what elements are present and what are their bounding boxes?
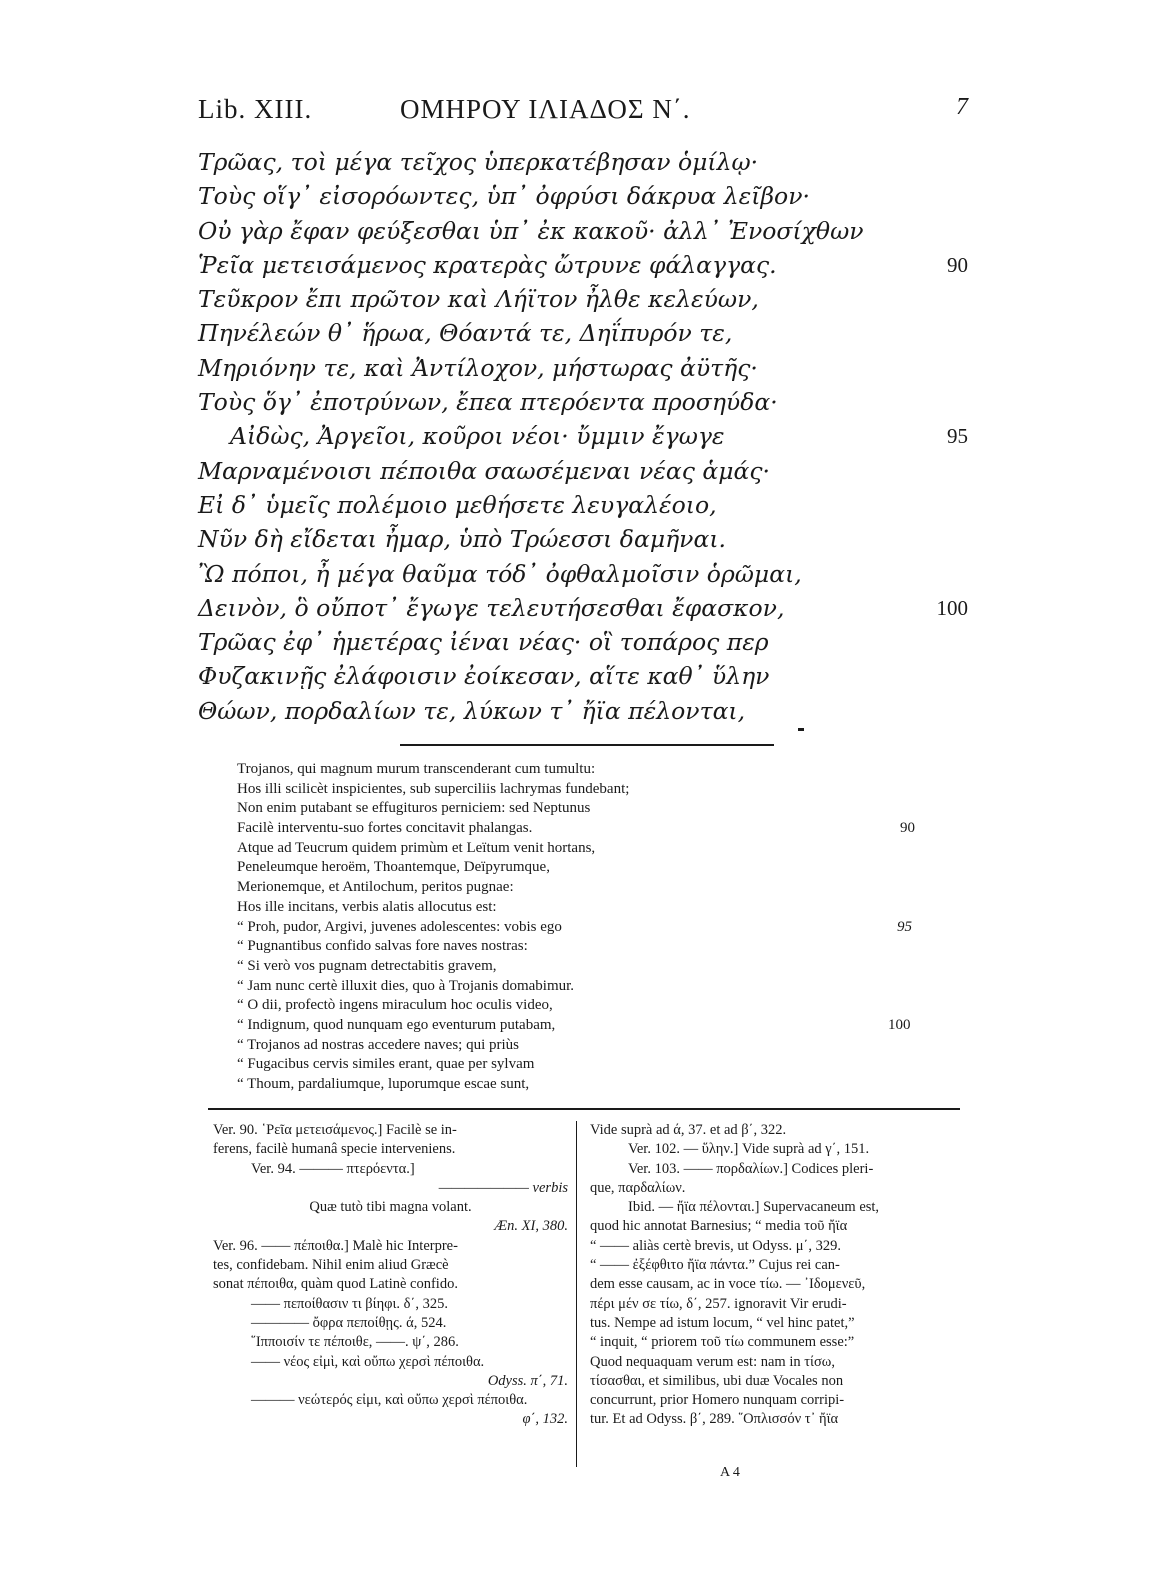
latin-line: [237, 898, 957, 918]
greek-line-text: Οὐ γὰρ ἔφαν φεύξεσθαι ὑπ᾽ ἐκ κακοῦ· ἀλλ᾽ Ἐνοσίχθων: [198, 216, 864, 245]
greek-line-text: Τοὺς οἵγ᾽ εἰσορόωντες, ὑπ᾽ ὀφρύσι δάκρυα λεῖβον·: [198, 182, 810, 211]
greek-line: [198, 522, 968, 556]
note-line: que, παρδαλίων.: [590, 1179, 686, 1196]
separator-rule: [400, 744, 774, 746]
note-line: sonat πέποιθα, quàm quod Latinè confido.: [213, 1276, 458, 1293]
greek-line-text: Μαρναμένοισι πέποιθα σαωσέμεναι νέας ἁμάς·: [198, 456, 770, 485]
greek-line: [198, 179, 968, 213]
printer-mark: [798, 728, 804, 731]
latin-line: [237, 996, 957, 1016]
note-line: Ver. 102. — ὕλην.] Vide suprà ad γ΄, 151.: [628, 1141, 870, 1158]
greek-verse-block: [198, 145, 968, 728]
greek-line-text: Τοὺς ὅγ᾽ ἐποτρύνων, ἔπεα πτερόεντα προσηύδα·: [198, 388, 778, 417]
greek-line-text: Ὢ πόποι, ἦ μέγα θαῦμα τόδ᾽ ὀφθαλμοῖσιν ὁρῶμαι,: [198, 559, 802, 588]
note-line: —— νέος εἰμὶ, καὶ οὔπω χερσὶ πέποιθα.: [251, 1353, 485, 1370]
note-line: ferens, facilè humanâ specie interveniens.: [213, 1141, 456, 1158]
note-line: Ver. 96. —— πέποιθα.] Malè hic Interpre-: [213, 1237, 458, 1254]
latin-line-text: Peneleumque heroëm, Thoantemque, Deïpyrumque,: [237, 859, 550, 876]
latin-line: [237, 957, 957, 977]
work-title: ΟΜΗΡΟΥ ΙΛΙΑΔΟΣ Ν΄.: [400, 94, 691, 124]
greek-line-text: Τεῦκρον ἔπι πρῶτον καὶ Λήϊτον ἦλθε κελεύων,: [198, 285, 759, 314]
note-line: Ver. 90. ῾Ρεῖα μετεισάμενος.] Facilè se in-: [213, 1122, 457, 1138]
greek-line: [198, 351, 968, 385]
latin-line: [237, 819, 957, 839]
latin-translation-block: [237, 760, 957, 1095]
note-line: ——— νεώτερός εἰμι, καὶ οὔπω χερσὶ πέποιθα.: [251, 1392, 528, 1409]
greek-line-text: Πηνέλεών θ᾽ ἥρωα, Θόαντά τε, Δηΐπυρόν τε,: [198, 319, 733, 348]
note-line: concurrunt, prior Homero nunquam corripi-: [590, 1392, 845, 1409]
greek-line-text: Αἰδὼς, Ἀργεῖοι, κοῦροι νέοι· ὔμμιν ἔγωγε: [230, 422, 725, 451]
greek-line: [198, 694, 968, 728]
line-number: 95: [947, 424, 968, 449]
note-line: Quæ tutò tibi magna volant.: [309, 1199, 472, 1216]
note-line: Ver. 103. —— πορδαλίων.] Codices pleri-: [628, 1160, 874, 1177]
greek-line: [198, 625, 968, 659]
greek-line: [198, 419, 968, 453]
note-line: ——————— verbis: [438, 1179, 568, 1196]
latin-line-text: “ Proh, pudor, Argivi, juvenes adolescentes: vobis ego: [237, 918, 562, 935]
greek-line: [198, 488, 968, 522]
greek-line-text: Ῥεῖα μετεισάμενος κρατερὰς ὤτρυνε φάλαγγας.: [198, 250, 777, 279]
greek-line-text: Νῦν δὴ εἴδεται ἦμαρ, ὑπὸ Τρώεσσι δαμῆναι.: [198, 525, 727, 554]
greek-line-text: Εἰ δ᾽ ὑμεῖς πολέμοιο μεθήσετε λευγαλέοιο,: [198, 490, 717, 519]
note-line: ———— ὄφρα πεποίθῃς. ά, 524.: [251, 1314, 447, 1331]
notes-column-divider: [576, 1121, 577, 1467]
latin-line: [237, 918, 957, 938]
latin-line: [237, 780, 957, 800]
latin-line-text: “ Fugacibus cervis similes erant, quae per sylvam: [237, 1056, 535, 1073]
greek-line: [198, 591, 968, 625]
note-line: Quod nequaquam verum est: nam in τίσω,: [590, 1353, 835, 1370]
note-line: “ —— aliàs certè brevis, ut Odyss. μ΄, 329.: [590, 1237, 841, 1254]
greek-line-text: Τρῶας ἐφ᾽ ἡμετέρας ἰέναι νέας· οἳ τοπάρος περ: [198, 628, 769, 657]
latin-line: [237, 858, 957, 878]
note-line: τίσασθαι, et similibus, ubi duæ Vocales non: [590, 1372, 844, 1389]
note-line: tur. Et ad Odyss. β΄, 289. ῞Οπλισσόν τ᾽ ἤϊα: [590, 1411, 839, 1428]
note-line: Æn. XI, 380.: [494, 1218, 568, 1235]
note-line: ῞Ιπποισίν τε πέποιθε, ——. ψ΄, 286.: [251, 1334, 459, 1351]
greek-line-text: Τρῶας, τοὶ μέγα τεῖχος ὑπερκατέβησαν ὁμίλῳ·: [198, 148, 759, 176]
latin-line: [237, 937, 957, 957]
signature-mark: A 4: [720, 1465, 740, 1480]
latin-line-text: Hos ille incitans, verbis alatis allocutus est:: [237, 898, 497, 915]
line-number: 95: [897, 918, 912, 935]
notes-column-left: [213, 1121, 568, 1430]
latin-line-text: “ Jam nunc certè illuxit dies, quo à Trojanis domabimur.: [237, 977, 575, 994]
greek-line: [198, 145, 968, 179]
latin-line-text: “ Indignum, quod nunquam ego eventurum putabam,: [237, 1016, 556, 1033]
latin-line: [237, 878, 957, 898]
greek-line: [198, 316, 968, 350]
greek-line: [198, 282, 968, 316]
latin-line-text: “ Trojanos ad nostras accedere naves; qui priùs: [237, 1036, 520, 1053]
greek-line-text: Θώων, πορδαλίων τε, λύκων τ᾽ ἤϊα πέλονται,: [198, 696, 746, 725]
latin-line-text: Non enim putabant se effugituros perniciem: sed Neptunus: [237, 800, 591, 817]
notes-separator-rule: [208, 1108, 960, 1110]
note-line: quod hic annotat Barnesius; “ media τοῦ ἤϊα: [590, 1218, 848, 1235]
latin-line: [237, 839, 957, 859]
note-line: Ibid. — ἤϊα πέλονται.] Supervacaneum est,: [628, 1199, 880, 1216]
note-line: πέρι μέν σε τίω, δ΄, 257. ignoravit Vir erudi-: [590, 1295, 847, 1312]
note-line: “ inquit, “ priorem τοῦ τίω communem esse:”: [590, 1334, 855, 1351]
note-line: Ver. 94. ——— πτερόεντα.]: [251, 1160, 415, 1177]
latin-line-text: Trojanos, qui magnum murum transcenderant cum tumultu:: [237, 761, 596, 777]
latin-line-text: Hos illi scilicèt inspicientes, sub superciliis lachrymas fundebant;: [237, 780, 630, 797]
latin-line: [237, 1055, 957, 1075]
note-line: Vide suprà ad ά, 37. et ad β΄, 322.: [590, 1122, 787, 1138]
latin-line-text: “ Si verò vos pugnam detrectabitis gravem,: [237, 957, 497, 974]
latin-line-text: “ O dii, profectò ingens miraculum hoc oculis video,: [237, 997, 553, 1014]
greek-line-text: Φυζακινῇς ἐλάφοισιν ἐοίκεσαν, αἵτε καθ᾽ ὕλην: [198, 662, 770, 691]
greek-line-text: Μηριόνην τε, καὶ Ἀντίλοχον, μήστωρας ἀϋτῆς·: [198, 353, 758, 382]
latin-line: [237, 1016, 957, 1036]
note-line: φ΄, 132.: [522, 1411, 568, 1428]
greek-line: [198, 214, 968, 248]
note-line: dem esse causam, ac in voce τίω. — ᾽Ιδομενεῦ,: [590, 1276, 866, 1293]
greek-line: [198, 385, 968, 419]
latin-line: [237, 799, 957, 819]
note-line: tus. Nempe ad istum locum, “ vel hinc patet,”: [590, 1314, 855, 1331]
greek-line: [198, 248, 968, 282]
latin-line: [237, 977, 957, 997]
note-line: “ —— ἐξέφθιτο ἤϊα πάντα.” Cujus rei can-: [590, 1257, 840, 1274]
book-label: Lib. XIII.: [198, 94, 313, 124]
latin-line-text: Atque ad Teucrum quidem primùm et Leïtum venit hortans,: [237, 839, 596, 856]
latin-line: [237, 1036, 957, 1056]
line-number: 90: [900, 820, 915, 837]
greek-line: [198, 659, 968, 693]
latin-line: [237, 760, 957, 780]
note-line: —— πεποίθασιν τι βίηφι. δ΄, 325.: [251, 1295, 448, 1312]
latin-line: [237, 1075, 957, 1095]
latin-line-text: Facilè interventu-suo fortes concitavit phalangas.: [237, 820, 533, 837]
line-number: 90: [947, 252, 968, 277]
greek-line: [198, 454, 968, 488]
greek-line-text: Δεινὸν, ὃ οὔποτ᾽ ἔγωγε τελευτήσεσθαι ἔφασκον,: [198, 593, 785, 622]
line-number: 100: [936, 595, 968, 620]
notes-column-right: [590, 1121, 960, 1430]
latin-line-text: Merionemque, et Antilochum, peritos pugnae:: [237, 879, 514, 896]
note-line: tes, confidebam. Nihil enim aliud Græcè: [213, 1257, 449, 1274]
page-number: 7: [956, 94, 968, 120]
note-line: Odyss. π΄, 71.: [487, 1372, 568, 1389]
latin-line-text: “ Thoum, pardaliumque, luporumque escae sunt,: [237, 1076, 530, 1092]
line-number: 100: [888, 1016, 911, 1033]
running-header: [198, 94, 968, 134]
latin-line-text: “ Pugnantibus confido salvas fore naves nostras:: [237, 938, 528, 955]
greek-line: [198, 557, 968, 591]
